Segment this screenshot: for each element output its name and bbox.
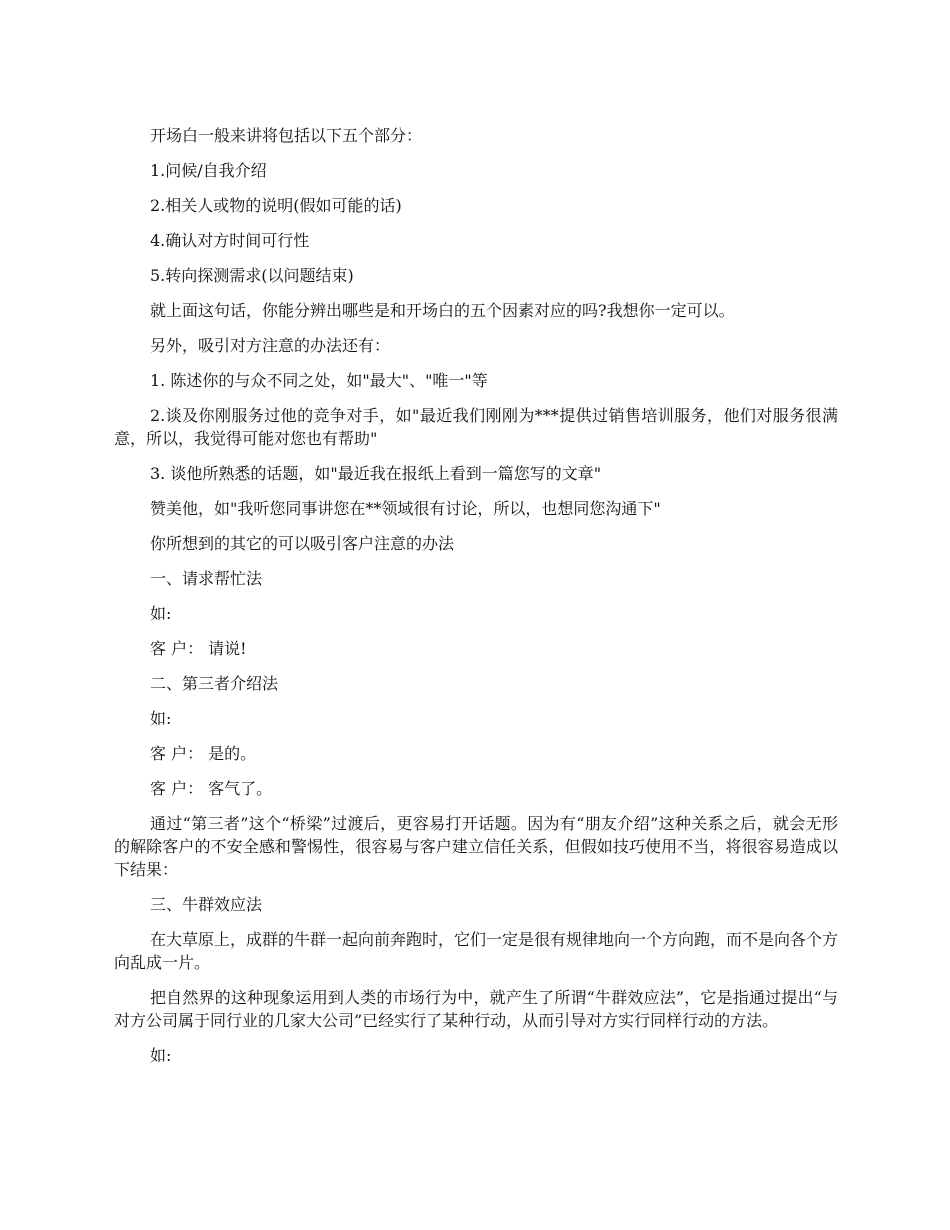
paragraph-intro: 开场白一般来讲将包括以下五个部分： [150, 126, 423, 145]
paragraph-third-party-explanation: 通过“第三者”这个“桥梁”过渡后，更容易打开话题。因为有“朋友介绍”这种关系之后，就会无形的解除客户的不安全感和警惕性，很容易与客户建立信任关系，但假如技巧使用不当，将很容易造成以下结果： [114, 814, 838, 879]
heading-method-herd-effect: 三、牛群效应法 [150, 895, 263, 914]
paragraph-other-methods: 另外，吸引对方注意的办法还有： [150, 336, 391, 355]
heading-method-third-party: 二、第三者介绍法 [150, 674, 279, 693]
paragraph-item-4: 4.确认对方时间可行性 [150, 231, 310, 250]
paragraph-question: 就上面这句话，你能分辨出哪些是和开场白的五个因素对应的吗?我想你一定可以。 [150, 301, 735, 320]
paragraph-customer-line: 客 户： 客气了。 [150, 779, 273, 798]
paragraph-example-label: 如: [150, 709, 172, 728]
paragraph-herd-nature: 在大草原上，成群的牛群一起向前奔跑时，它们一定是很有规律地向一个方向跑，而不是向各个方向乱成一片。 [114, 930, 839, 972]
paragraph-item-5: 5.转向探测需求(以问题结束) [150, 266, 354, 285]
paragraph-item-1: 1.问候/自我介绍 [150, 161, 267, 180]
heading-method-help: 一、请求帮忙法 [150, 569, 263, 588]
paragraph-customer-line: 客 户： 请说! [150, 639, 247, 658]
paragraph-your-methods: 你所想到的其它的可以吸引客户注意的办法 [150, 534, 455, 553]
paragraph-herd-market: 把自然界的这种现象运用到人类的市场行为中，就产生了所谓“牛群效应法”，它是指通过提出“与对方公司属于同行业的几家大公司”已经实行了某种行动，从而引导对方实行同样行动的方法。 [114, 988, 838, 1030]
paragraph-example-label: 如: [150, 1046, 172, 1065]
paragraph-method-1: 1. 陈述你的与众不同之处，如"最大"、"唯一"等 [150, 371, 488, 390]
paragraph-method-3: 3. 谈他所熟悉的话题，如"最近我在报纸上看到一篇您写的文章" [150, 464, 602, 483]
paragraph-praise: 赞美他，如"我听您同事讲您在**领域很有讨论，所以，也想同您沟通下" [150, 499, 661, 518]
paragraph-method-2: 2.谈及你刚服务过他的竞争对手，如"最近我们刚刚为***提供过销售培训服务，他们对服务很满意，所以，我觉得可能对您也有帮助" [114, 406, 838, 448]
paragraph-customer-line: 客 户： 是的。 [150, 744, 257, 763]
paragraph-example-label: 如: [150, 604, 172, 623]
paragraph-item-2: 2.相关人或物的说明(假如可能的话) [150, 196, 402, 215]
